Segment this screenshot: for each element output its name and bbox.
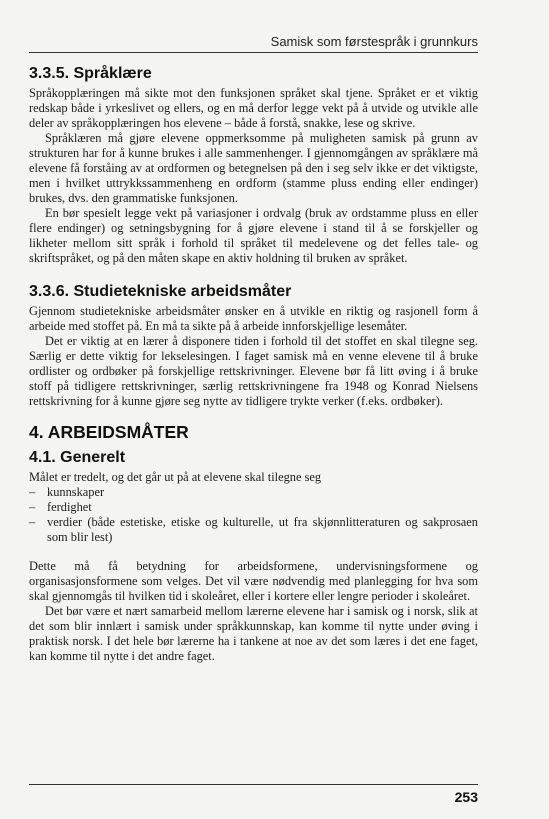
section-4-1 [29, 450, 478, 664]
chapter-heading: 4. ARBEIDSMÅTER [29, 422, 189, 442]
paragraph: Språklæren må gjøre elevene oppmerksomme på muligheten samisk på grunn av strukturen har for å kunne brukes i alle sammenhenger. I gjennomgången av språklære må elevene få forståing av at ordformen og betegnelsen på den i seg selv ikke er det viktigste, men i hvilket uttrykkssammenheng en ordform (stamme pluss ending eller endinger) brukes, dvs. den grammatiske funksjonen. [29, 131, 478, 205]
page-number: 253 [454, 789, 478, 805]
paragraph: Gjennom studietekniske arbeidsmåter ønsker en å utvikle en riktig og rasjonell form å arbeide med stoffet på. En må ta sikte på å arbeide innforskjellige lesemåter. [29, 304, 478, 333]
paragraph: Det bør være et nært samarbeid mellom lærerne elevene har i samisk og i norsk, slik at det som blir innlært i samisk under språkkunnskap, kan komme til nytte under øving i praktisk norsk. I det hele bør lærerne ha i tankene at noe av det som læres i det ene faget, kan komme til nytte i det andre faget. [29, 604, 478, 663]
chapter-4 [29, 422, 478, 442]
paragraph: En bør spesielt legge vekt på variasjoner i ordvalg (bruk av ordstamme pluss en eller flere endinger) og setningsbygning for å gjøre elevene i stand til å se forskjeller og likheter mellom sitt språk i forhold til språket til medelevene og det felles tale- og skriftspråket, og på den måten skape en aktiv holdning til bruken av språket. [29, 206, 478, 265]
paragraph: Dette må få betydning for arbeidsformene, undervisningsformene og organisasjonsformene som velges. Det vil være nødvendig med planlegging for hva som skal gjennomgås til hvilken tid i skoleåret, eller i kortere eller lengre perioder i skoleåret. [29, 559, 478, 603]
list-item: – kunnskaper [29, 485, 478, 500]
paragraph: Målet er tredelt, og det går ut på at elevene skal tilegne seg [29, 470, 322, 484]
list-item: – verdier (både estetiske, etiske og kulturelle, ut fra skjønnlitteraturen og sakprosaen som blir lest) [29, 515, 478, 545]
section-heading: 3.3.6. Studietekniske arbeidsmåter [29, 283, 292, 300]
header-rule [29, 52, 478, 53]
running-header: Samisk som førstespråk i grunnkurs [270, 34, 478, 49]
paragraph: Språkopplæringen må sikte mot den funksjonen språket skal tjene. Språket er et viktig redskap både i yrkeslivet og ellers, og en må derfor legge vekt på å utvide og utvikle alle deler av språkopplæringen hos elevene – både å forstå, snakke, lese og skrive. [29, 86, 478, 130]
page-content [29, 64, 478, 664]
list-item: – ferdighet [29, 500, 478, 515]
section-3-3-5 [29, 66, 478, 266]
section-heading: 4.1. Generelt [29, 449, 126, 466]
section-3-3-6 [29, 284, 478, 409]
section-heading: 3.3.5. Språklære [29, 65, 152, 82]
footer-rule [29, 784, 478, 785]
paragraph: Det er viktig at en lærer å disponere tiden i forhold til det stoffet en skal tilegne seg. Særlig er dette viktig for lekselesingen. I faget samisk må en venne elevene til å bruke ordlister og ordbøker på forskjellige rettskrivninger. Elevene bør få litt øving i å bruke stoff på tidligere rettskrivninger, særlig rettskrivningene fra 1948 og Konrad Nielsens rettskrivning for å kunne gjøre seg nytte av tidligere trykte verker (f.eks. ordbøker). [29, 334, 478, 408]
goal-list [29, 485, 478, 545]
